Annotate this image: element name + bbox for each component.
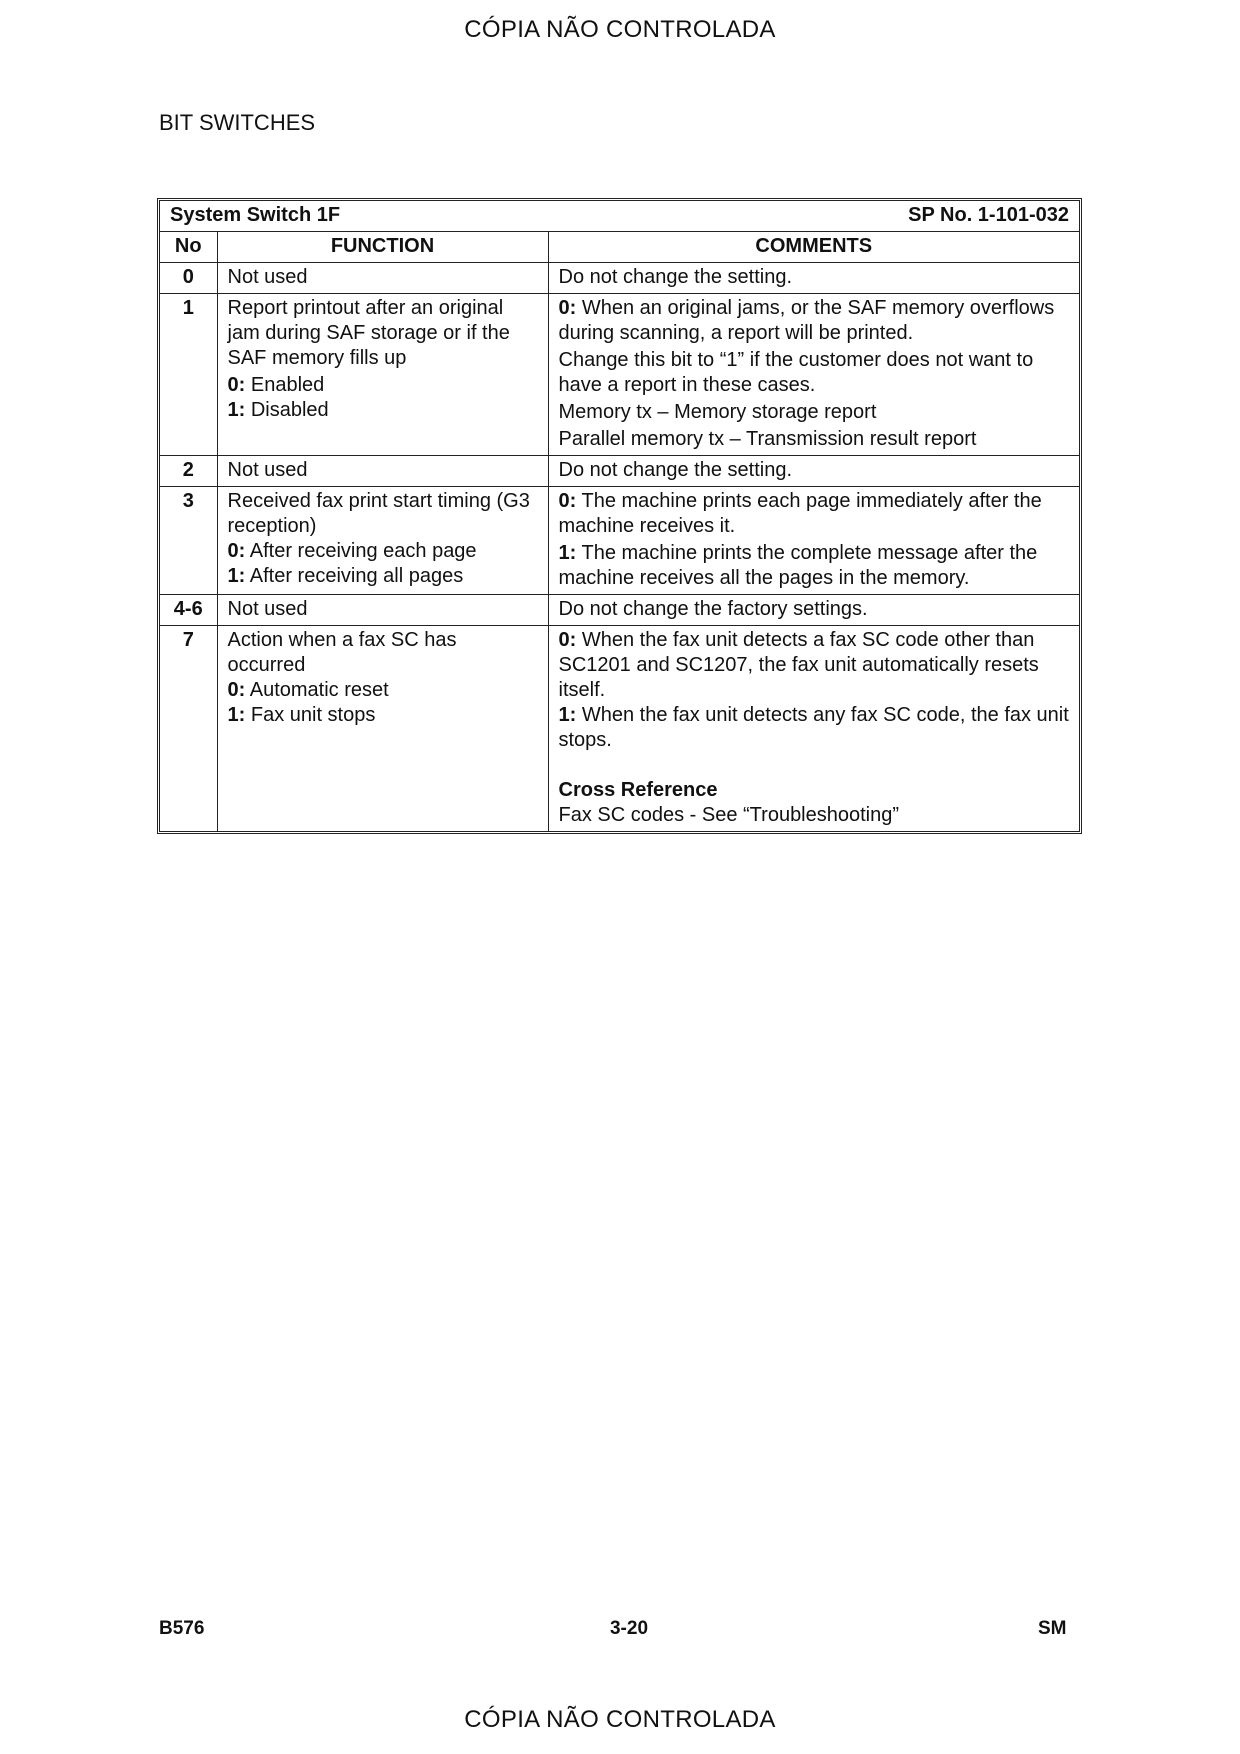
option-key: 1: <box>558 704 577 726</box>
option-text: Automatic reset <box>245 679 389 701</box>
bit-switch-table-frame <box>157 198 1082 834</box>
comment-paragraph: 1: The machine prints the complete message after the machine receives all the pages in the memory. <box>558 542 1038 589</box>
option-1 <box>228 703 538 728</box>
comment-paragraph: 0: When an original jams, or the SAF memory overflows during scanning, a report will be printed. <box>558 297 1055 344</box>
option-key: 1: <box>558 542 577 564</box>
bit-number: 4-6 <box>160 595 217 626</box>
option-text: Enabled <box>245 374 325 396</box>
option-0 <box>228 678 538 703</box>
table-row <box>160 263 1079 294</box>
option-0 <box>228 539 538 564</box>
option-text: Fax unit stops <box>245 704 376 726</box>
option-key: 1: <box>227 565 246 587</box>
function-text: Report printout after an original jam during SAF storage or if the SAF memory fills up <box>227 297 510 369</box>
option-text: After receiving all pages <box>245 565 464 587</box>
comments-cell: Do not change the setting. <box>548 263 1079 294</box>
spacer <box>559 753 1070 778</box>
function-cell <box>217 487 548 595</box>
comments-cell <box>548 487 1079 595</box>
footer-manual-code: SM <box>1038 1618 1067 1639</box>
comment-paragraph: Parallel memory tx – Transmission result report <box>558 428 977 450</box>
option-key: 0: <box>558 490 577 512</box>
option-key: 1: <box>227 399 246 421</box>
comment-paragraph: 0: The machine prints each page immediately after the machine receives it. <box>558 490 1042 537</box>
table-header-row <box>160 232 1079 263</box>
comments-cell: Do not change the setting. <box>548 456 1079 487</box>
comments-cell: Do not change the factory settings. <box>548 595 1079 626</box>
option-key: 0: <box>227 679 246 701</box>
comment-paragraph: 0: When the fax unit detects a fax SC code other than SC1201 and SC1207, the fax unit automatically resets itself. <box>558 629 1039 701</box>
column-header-comments: COMMENTS <box>548 232 1079 263</box>
bit-number: 2 <box>160 456 217 487</box>
comment-paragraph: 1: When the fax unit detects any fax SC code, the fax unit stops. <box>558 704 1069 751</box>
table-row <box>160 487 1079 595</box>
function-text: Action when a fax SC has occurred <box>227 629 457 676</box>
table-row <box>160 595 1079 626</box>
watermark-bottom: CÓPIA NÃO CONTROLADA <box>464 1706 776 1733</box>
bit-number: 7 <box>160 626 217 832</box>
function-cell: Not used <box>217 263 548 294</box>
table-row <box>160 456 1079 487</box>
table-row <box>160 294 1079 456</box>
comments-cell <box>548 294 1079 456</box>
bit-number: 0 <box>160 263 217 294</box>
footer-model: B576 <box>159 1618 205 1639</box>
cross-reference-text: Fax SC codes - See “Troubleshooting” <box>558 804 900 826</box>
option-key: 0: <box>558 297 577 319</box>
footer-page-number: 3-20 <box>609 1618 649 1639</box>
table-row <box>160 626 1079 832</box>
option-text: After receiving each page <box>245 540 477 562</box>
bit-number: 1 <box>160 294 217 456</box>
column-header-function: FUNCTION <box>217 232 548 263</box>
section-title: BIT SWITCHES <box>159 110 316 135</box>
function-cell <box>217 294 548 456</box>
function-cell <box>217 626 548 832</box>
table-title: System Switch 1F <box>170 204 341 226</box>
option-key: 1: <box>227 704 246 726</box>
option-1 <box>228 398 538 423</box>
bit-number: 3 <box>160 487 217 595</box>
comment-paragraph: Change this bit to “1” if the customer does not want to have a report in these cases. <box>558 349 1034 396</box>
function-cell: Not used <box>217 456 548 487</box>
table-title-row <box>160 201 1079 232</box>
option-0 <box>228 373 538 398</box>
watermark-top: CÓPIA NÃO CONTROLADA <box>464 16 776 43</box>
option-key: 0: <box>227 374 246 396</box>
function-text: Received fax print start timing (G3 reception) <box>227 490 530 537</box>
cross-reference-title: Cross Reference <box>558 779 718 801</box>
sp-number: SP No. 1-101-032 <box>908 204 1069 226</box>
column-header-no: No <box>160 232 217 263</box>
comment-paragraph: Memory tx – Memory storage report <box>558 401 877 423</box>
bit-switch-table <box>160 201 1079 831</box>
option-key: 0: <box>227 540 246 562</box>
function-cell: Not used <box>217 595 548 626</box>
option-1 <box>228 564 538 589</box>
option-text: Disabled <box>245 399 329 421</box>
option-key: 0: <box>558 629 577 651</box>
comments-cell <box>548 626 1079 832</box>
